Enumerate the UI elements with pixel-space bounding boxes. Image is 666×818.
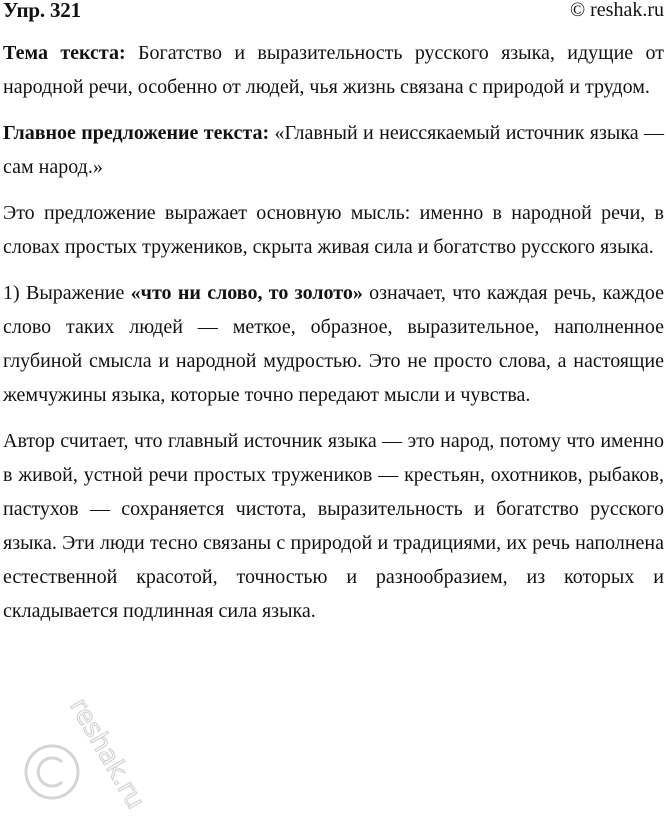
explanation-paragraph [3,196,664,264]
expression-text: означает, что каждая речь, каждое слово таких людей — меткое, образное, выразительное, наполненное глубиной смысла и народной мудростью. Это не просто слова, а настоящие жемчужины языка, которые точно передают мысли и чувства. [3,282,665,406]
topic-paragraph [3,36,664,104]
page-header [0,0,666,28]
expression-quote: «что ни слово, то золото» [130,282,363,304]
main-sentence-label: Главное предложение текста: [3,122,270,144]
reshak-watermark-icon [22,672,142,812]
topic-label: Тема текста: [3,42,126,64]
main-sentence-text: «Главный и неиссякаемый источник языка — сам народ.» [3,122,664,178]
watermark-logo [22,672,142,812]
main-sentence-paragraph [3,116,664,184]
topic-text: Богатство и выразительность русского языка, идущие от народной речи, особенно от людей, чья жизнь связана с природой и трудом. [3,42,664,98]
expression-prefix: 1) Выражение [3,282,131,304]
expression-paragraph [3,276,664,412]
explanation-text: Это предложение выражает основную мысль: именно в народной речи, в словах простых тружеников, скрыта живая сила и богатство русского языка. [3,202,664,258]
svg-text:reshak.ru: reshak.ru [63,693,142,812]
author-opinion-paragraph [3,424,664,628]
copyright-notice: © reshak.ru [569,0,664,21]
exercise-title: Упр. 321 [3,0,81,22]
author-opinion-text: Автор считает, что главный источник языка — это народ, потому что именно в живой, устной речи простых тружеников — крестьян, охотников, рыбаков, пастухов — сохраняется чистота, выразительность и богатство русского языка. Эти люди тесно связаны с природой и традициями, их речь наполнена естественной красотой, точностью и разнообразием, из которых и складывается подлинная сила языка. [3,430,664,622]
answer-content [3,36,664,640]
